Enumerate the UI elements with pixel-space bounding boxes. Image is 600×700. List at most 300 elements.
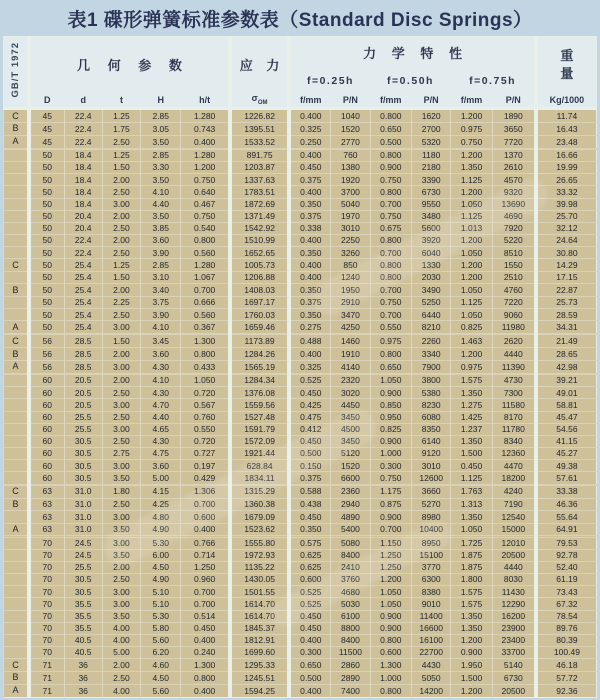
data-cell: 1.350 [451, 435, 492, 447]
series-label-cell [4, 537, 30, 549]
data-cell: 1565.19 [230, 361, 290, 374]
data-cell: 0.875 [370, 498, 411, 511]
data-cell: 1.575 [451, 375, 492, 387]
data-cell: 7400 [331, 684, 370, 697]
data-cell: 0.240 [181, 647, 230, 659]
data-cell: 23400 [492, 634, 536, 646]
data-cell: 0.450 [289, 387, 330, 399]
data-cell: 1.125 [451, 472, 492, 484]
data-cell: 3.00 [102, 511, 140, 523]
data-cell: 0.675 [370, 222, 411, 234]
data-cell: 3260 [331, 247, 370, 259]
data-cell: 45.27 [536, 448, 597, 460]
data-cell: 5.60 [141, 684, 181, 697]
data-cell: 9550 [412, 198, 451, 210]
col-header-p2: P/N [412, 93, 451, 109]
data-cell: 1.250 [181, 561, 230, 573]
data-cell: 0.450 [181, 622, 230, 634]
data-cell: 16100 [412, 634, 451, 646]
data-cell: 0.400 [181, 523, 230, 536]
data-cell: 0.800 [370, 348, 411, 361]
data-cell: 28.5 [64, 348, 102, 361]
standard-label: GB/T 1972 [10, 41, 21, 98]
data-cell: 8230 [412, 399, 451, 411]
data-cell: 4.50 [141, 671, 181, 684]
data-cell: 8030 [492, 574, 536, 586]
data-cell: 3.40 [141, 284, 181, 297]
data-cell: 30.5 [64, 435, 102, 447]
data-cell: 0.800 [370, 272, 411, 284]
data-cell: 0.727 [181, 448, 230, 460]
data-cell: 56 [29, 335, 64, 348]
data-cell: 0.800 [370, 186, 411, 198]
data-cell: 0.700 [370, 198, 411, 210]
data-cell: 4.40 [141, 411, 181, 423]
data-cell: 2.00 [102, 375, 140, 387]
table-row [4, 335, 597, 348]
series-label-cell [4, 574, 30, 586]
data-cell: 0.825 [370, 423, 411, 435]
data-cell: 0.412 [289, 423, 330, 435]
data-cell: 0.743 [181, 123, 230, 136]
data-cell: 1.200 [451, 348, 492, 361]
header-f050: f=0.50h [370, 69, 451, 93]
data-cell: 25.4 [64, 272, 102, 284]
data-cell: 2.00 [102, 174, 140, 186]
data-cell: 50 [29, 186, 64, 198]
data-cell: 2.50 [102, 435, 140, 447]
data-cell: 41.15 [536, 435, 597, 447]
data-cell: 1.050 [370, 586, 411, 598]
data-cell: 8380 [412, 586, 451, 598]
data-cell: 3700 [331, 186, 370, 198]
data-cell: 4.30 [141, 387, 181, 399]
data-cell: 2.50 [102, 309, 140, 321]
data-cell: 4680 [331, 586, 370, 598]
data-cell: 4500 [331, 423, 370, 435]
data-cell: 6080 [412, 411, 451, 423]
data-cell: 0.640 [181, 186, 230, 198]
data-cell: 28.65 [536, 348, 597, 361]
data-cell: 25.4 [64, 309, 102, 321]
data-cell: 5380 [412, 387, 451, 399]
data-cell: 2.00 [102, 561, 140, 573]
data-cell: 0.700 [370, 247, 411, 259]
data-cell: 25.5 [64, 561, 102, 573]
data-cell: 3.90 [141, 247, 181, 259]
data-cell: 1.200 [451, 149, 492, 161]
data-cell: 22.4 [64, 247, 102, 259]
data-cell: 5.80 [141, 622, 181, 634]
data-cell: 1620 [412, 109, 451, 123]
data-cell: 1591.79 [230, 423, 290, 435]
data-cell: 35.5 [64, 598, 102, 610]
data-cell: 61.19 [536, 574, 597, 586]
data-cell: 1.067 [181, 272, 230, 284]
data-cell: 49.01 [536, 387, 597, 399]
data-cell: 0.338 [289, 222, 330, 234]
data-cell: 0.325 [289, 361, 330, 374]
data-cell: 17.15 [536, 272, 597, 284]
data-cell: 20500 [492, 684, 536, 697]
series-label-cell [4, 549, 30, 561]
data-cell: 5270 [412, 498, 451, 511]
data-cell: 0.197 [181, 460, 230, 472]
data-cell: 55.64 [536, 511, 597, 523]
data-cell: 1.013 [451, 222, 492, 234]
series-label-cell [4, 375, 30, 387]
data-cell: 1.050 [370, 598, 411, 610]
data-cell: 25.4 [64, 284, 102, 297]
data-cell: 1950 [331, 284, 370, 297]
data-cell: 4570 [492, 174, 536, 186]
series-label-cell [4, 235, 30, 247]
data-cell: 0.600 [181, 511, 230, 523]
data-cell: 3.00 [102, 586, 140, 598]
data-cell: 0.325 [289, 123, 330, 136]
table-row [4, 537, 597, 549]
data-cell: 2.25 [102, 297, 140, 309]
data-cell: 1.80 [102, 485, 140, 498]
data-cell: 850 [331, 259, 370, 272]
series-label-cell [4, 511, 30, 523]
data-cell: 4890 [331, 511, 370, 523]
data-cell: 80.39 [536, 634, 597, 646]
series-label-cell [4, 198, 30, 210]
data-cell: 6730 [492, 671, 536, 684]
data-cell: 4.10 [141, 375, 181, 387]
data-cell: 6730 [412, 186, 451, 198]
data-cell: 71 [29, 671, 64, 684]
data-cell: 0.350 [289, 284, 330, 297]
data-cell: 0.975 [451, 361, 492, 374]
data-cell: 0.450 [289, 622, 330, 634]
table-row [4, 561, 597, 573]
data-cell: 16600 [412, 622, 451, 634]
data-cell: 1.350 [451, 511, 492, 523]
data-cell: 0.438 [289, 498, 330, 511]
data-cell: 1.725 [451, 537, 492, 549]
data-cell: 22.4 [64, 109, 102, 123]
data-cell: 39.98 [536, 198, 597, 210]
data-cell: 0.750 [370, 174, 411, 186]
data-cell: 1834.11 [230, 472, 290, 484]
series-label-cell: A [4, 321, 30, 334]
data-cell: 1408.03 [230, 284, 290, 297]
data-cell: 1659.46 [230, 321, 290, 334]
data-cell: 0.400 [181, 135, 230, 148]
data-cell: 1845.37 [230, 622, 290, 634]
table-row [4, 210, 597, 222]
data-cell: 6.00 [141, 549, 181, 561]
table-row [4, 235, 597, 247]
data-cell: 6440 [412, 309, 451, 321]
data-cell: 3490 [412, 284, 451, 297]
data-cell: 20.5 [64, 399, 102, 411]
data-cell: 5.10 [141, 598, 181, 610]
data-cell: 2770 [331, 135, 370, 148]
data-cell: 0.750 [370, 210, 411, 222]
data-cell: 70 [29, 561, 64, 573]
data-cell: 56 [29, 348, 64, 361]
data-cell: 1337.63 [230, 174, 290, 186]
data-cell: 1.75 [102, 123, 140, 136]
data-cell: 3.50 [141, 135, 181, 148]
data-cell: 67.32 [536, 598, 597, 610]
data-cell: 7300 [492, 387, 536, 399]
data-cell: 3.00 [102, 460, 140, 472]
data-cell: 1.500 [451, 671, 492, 684]
data-cell: 5220 [492, 235, 536, 247]
data-cell: 8980 [412, 511, 451, 523]
data-cell: 0.800 [370, 235, 411, 247]
data-cell: 1.250 [370, 549, 411, 561]
data-cell: 19.99 [536, 162, 597, 174]
col-header-p1: P/N [331, 93, 370, 109]
data-cell: 4.00 [102, 684, 140, 697]
data-cell: 1.575 [451, 586, 492, 598]
data-cell: 4.75 [141, 448, 181, 460]
col-header-kg: Kg/1000 [536, 93, 597, 109]
data-cell: 0.425 [289, 399, 330, 411]
data-cell: 5.00 [102, 647, 140, 659]
data-cell: 0.250 [289, 135, 330, 148]
data-cell: 30.5 [64, 586, 102, 598]
series-label-cell [4, 162, 30, 174]
data-cell: 11390 [492, 361, 536, 374]
data-cell: 0.625 [289, 549, 330, 561]
data-cell: 1.200 [451, 684, 492, 697]
data-cell: 50 [29, 321, 64, 334]
data-cell: 1.300 [181, 335, 230, 348]
col-header-t: t [102, 93, 140, 109]
data-cell: 71 [29, 684, 64, 697]
data-cell: 1559.56 [230, 399, 290, 411]
data-cell: 60 [29, 423, 64, 435]
data-cell: 100.49 [536, 647, 597, 659]
data-cell: 18.4 [64, 198, 102, 210]
data-cell: 0.375 [289, 472, 330, 484]
data-cell: 5.30 [141, 610, 181, 622]
table-row [4, 411, 597, 423]
data-cell: 0.650 [370, 361, 411, 374]
series-label-cell: C [4, 485, 30, 498]
col-header-f2: f/mm [370, 93, 411, 109]
data-cell: 0.766 [181, 537, 230, 549]
table-row [4, 174, 597, 186]
table-row [4, 284, 597, 297]
header-weight-line1: 重 [560, 48, 574, 64]
data-cell: 3650 [492, 123, 536, 136]
series-label-cell [4, 247, 30, 259]
data-cell: 0.400 [289, 149, 330, 161]
data-cell: 8800 [331, 622, 370, 634]
data-cell: 1.425 [451, 411, 492, 423]
data-cell: 4470 [492, 460, 536, 472]
data-cell: 2700 [412, 123, 451, 136]
data-cell: 1.800 [451, 574, 492, 586]
data-cell: 1240 [331, 272, 370, 284]
data-cell: 3.00 [102, 399, 140, 411]
series-label-cell [4, 272, 30, 284]
data-cell: 1.050 [181, 375, 230, 387]
data-cell: 1203.87 [230, 162, 290, 174]
data-cell: 3.45 [141, 335, 181, 348]
data-cell: 0.560 [181, 247, 230, 259]
data-cell: 50 [29, 210, 64, 222]
data-cell: 8170 [492, 411, 536, 423]
table-row [4, 610, 597, 622]
data-cell: 2410 [331, 561, 370, 573]
data-cell: 8400 [331, 549, 370, 561]
data-cell: 0.760 [181, 411, 230, 423]
data-cell: 79.53 [536, 537, 597, 549]
data-cell: 3.00 [102, 361, 140, 374]
data-cell: 1206.88 [230, 272, 290, 284]
data-cell: 70 [29, 574, 64, 586]
data-cell: 4.10 [141, 321, 181, 334]
data-cell: 1.350 [451, 387, 492, 399]
data-cell: 33.38 [536, 485, 597, 498]
data-cell: 1.300 [181, 659, 230, 672]
data-cell: 2.50 [102, 387, 140, 399]
data-cell: 0.720 [181, 387, 230, 399]
data-cell: 4140 [331, 361, 370, 374]
data-cell: 1.237 [451, 423, 492, 435]
data-cell: 50 [29, 309, 64, 321]
data-cell: 1550 [492, 259, 536, 272]
header-f075: f=0.75h [451, 69, 536, 93]
data-cell: 4440 [492, 348, 536, 361]
data-cell: 1.050 [451, 198, 492, 210]
data-cell: 24.5 [64, 537, 102, 549]
data-cell: 0.960 [181, 574, 230, 586]
data-cell: 0.375 [289, 210, 330, 222]
data-cell: 3.50 [102, 523, 140, 536]
table-header [4, 37, 597, 109]
data-cell: 1135.22 [230, 561, 290, 573]
data-cell: 32.12 [536, 222, 597, 234]
data-cell: 15000 [492, 523, 536, 536]
data-cell: 1.150 [370, 537, 411, 549]
data-cell: 30.80 [536, 247, 597, 259]
data-cell: 50 [29, 149, 64, 161]
data-cell: 70 [29, 647, 64, 659]
data-cell: 0.500 [289, 671, 330, 684]
data-cell: 63 [29, 498, 64, 511]
data-cell: 60 [29, 460, 64, 472]
data-cell: 1523.62 [230, 523, 290, 536]
data-cell: 0.433 [181, 361, 230, 374]
col-header-ht: h/t [181, 93, 230, 109]
data-cell: 5.30 [141, 537, 181, 549]
data-cell: 3.60 [141, 235, 181, 247]
data-cell: 0.650 [370, 123, 411, 136]
table-row [4, 684, 597, 697]
series-label-cell: B [4, 348, 30, 361]
data-cell: 2620 [492, 335, 536, 348]
data-cell: 22.4 [64, 135, 102, 148]
data-cell: 63 [29, 523, 64, 536]
data-cell: 24.5 [64, 549, 102, 561]
data-cell: 28.5 [64, 361, 102, 374]
table-row [4, 423, 597, 435]
data-cell: 1.200 [451, 109, 492, 123]
data-cell: 50 [29, 259, 64, 272]
data-cell: 52.40 [536, 561, 597, 573]
data-cell: 8340 [492, 435, 536, 447]
data-cell: 78.54 [536, 610, 597, 622]
data-cell: 1.463 [451, 335, 492, 348]
data-cell: 1.350 [451, 162, 492, 174]
data-cell: 9320 [492, 186, 536, 198]
col-header-f3: f/mm [451, 93, 492, 109]
table-row [4, 309, 597, 321]
data-cell: 1.200 [451, 235, 492, 247]
data-cell: 4.50 [141, 561, 181, 573]
series-label-cell [4, 174, 30, 186]
data-cell: 22.87 [536, 284, 597, 297]
data-cell: 0.650 [289, 659, 330, 672]
table-row [4, 472, 597, 484]
header-f025: f=0.25h [289, 69, 370, 93]
data-cell: 3.60 [141, 460, 181, 472]
data-cell: 0.375 [289, 297, 330, 309]
data-cell: 3.00 [102, 598, 140, 610]
data-cell: 5320 [412, 135, 451, 148]
data-cell: 1330 [412, 259, 451, 272]
data-cell: 25.5 [64, 423, 102, 435]
data-cell: 0.400 [181, 634, 230, 646]
data-cell: 2.50 [102, 498, 140, 511]
data-cell: 1005.73 [230, 259, 290, 272]
data-cell: 3.50 [141, 210, 181, 222]
data-cell: 70 [29, 610, 64, 622]
data-cell: 0.300 [289, 647, 330, 659]
header-mechanical: 力 学 特 性 [289, 37, 536, 69]
series-label-cell: B [4, 123, 30, 136]
data-cell: 57.61 [536, 472, 597, 484]
data-cell: 0.600 [370, 647, 411, 659]
data-cell: 1527.48 [230, 411, 290, 423]
data-cell: 0.666 [181, 297, 230, 309]
data-cell: 21.49 [536, 335, 597, 348]
data-cell: 22.4 [64, 123, 102, 136]
data-cell: 0.700 [181, 586, 230, 598]
data-cell: 7720 [492, 135, 536, 148]
data-cell: 2940 [331, 498, 370, 511]
data-cell: 0.800 [181, 348, 230, 361]
data-cell: 5080 [331, 537, 370, 549]
data-cell: 1594.25 [230, 684, 290, 697]
data-cell: 0.488 [289, 335, 330, 348]
data-cell: 4440 [492, 561, 536, 573]
data-cell: 50 [29, 174, 64, 186]
data-cell: 1520 [331, 123, 370, 136]
data-cell: 8210 [412, 321, 451, 334]
standard-label-cell [4, 37, 30, 109]
data-cell: 60 [29, 448, 64, 460]
data-cell: 1.350 [451, 622, 492, 634]
data-cell: 1.306 [181, 485, 230, 498]
data-cell: 0.550 [370, 321, 411, 334]
data-cell: 50 [29, 272, 64, 284]
col-header-f1: f/mm [289, 93, 330, 109]
data-cell: 4.65 [141, 423, 181, 435]
series-label-cell: C [4, 659, 30, 672]
series-label-cell: A [4, 523, 30, 536]
data-cell: 0.450 [289, 610, 330, 622]
